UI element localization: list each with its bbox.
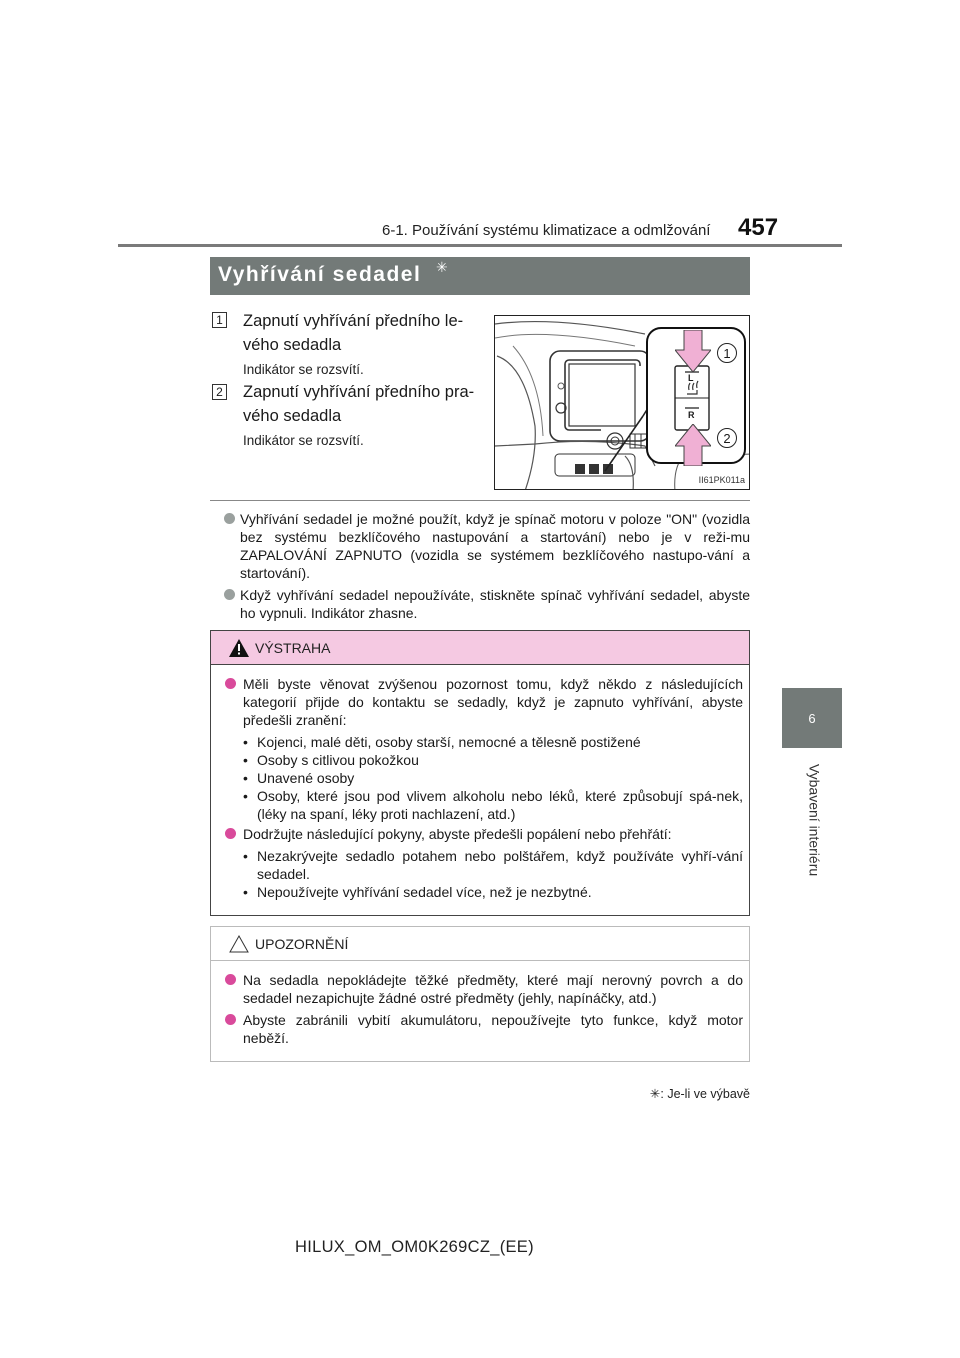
warning-sub-text: Kojenci, malé děti, osoby starší, nemocné a tělesně postižené xyxy=(257,734,641,750)
note-text: Vyhřívání sedadel je možné použít, když je spínač motoru v poloze "ON" (vozidla bez systému bezklíčového nastupování a startování) nebo je v reži-mu ZAPALOVÁNÍ ZAPNUTO (vozidla se systémem bezklíčového nastupo-vání a startování). xyxy=(240,511,750,581)
warning-label: VÝSTRAHA xyxy=(255,640,331,656)
warning-box: VÝSTRAHA Měli byste věnovat zvýšenou pozornost tomu, když někdo z následujících kategorií přijde do kontaktu se sedadly, když je zapnuto vyhřívání, abyste předešli zranění: • Kojenci, malé děti, osoby starší, nemocné a tělesně postižené • Osoby s citlivou pokožkou • Unavené osoby • Osoby, které jsou pod vlivem alkoholu nebo léků, které způsobují spá-nek, (léky na spaní, léky proti nachlazení, atd.) Dodržujte následující pokyny, abyste předešli popálení nebo přehřátí: • Nezakrývejte sedadlo potahem nebo polštářem, když používáte vyhří-vání sedadel. • Nepoužívejte vyhřívání sedadel více, než je nezbytné. xyxy=(210,630,750,916)
bullet-icon xyxy=(224,513,235,524)
section-divider xyxy=(210,500,750,501)
bullet-icon xyxy=(225,678,236,689)
chapter-tab[interactable] xyxy=(782,688,842,748)
section-heading-text: Vyhřívání sedadel xyxy=(218,263,422,286)
bullet-icon xyxy=(225,974,236,985)
header-rule xyxy=(118,244,842,247)
notice-label: UPOZORNĚNÍ xyxy=(255,936,349,952)
note-item xyxy=(210,510,750,582)
arrow-up-icon xyxy=(675,424,711,466)
figure-callout-2: 2 xyxy=(717,428,737,448)
warning-triangle-icon xyxy=(229,639,249,657)
seat-heater-figure xyxy=(494,315,750,490)
bullet-icon xyxy=(225,828,236,839)
arrow-down-icon xyxy=(675,330,711,372)
page-number: 457 xyxy=(738,214,779,241)
warning-sub-text: Osoby, které jsou pod vlivem alkoholu nebo léků, které způsobují spá-nek, (léky na spaní, léky proti nachlazení, atd.) xyxy=(257,788,743,822)
switch-label-left: L xyxy=(688,373,694,383)
warning-sub-text: Osoby s citlivou pokožkou xyxy=(257,752,419,768)
notice-text: Na sedadla nepokládejte těžké předměty, které mají nerovný povrch a do sedadel nezapichujte žádné ostré předměty (jehly, napínáčky, atd.) xyxy=(243,972,743,1006)
warning-header xyxy=(211,631,749,665)
item-title-2: Zapnutí vyhřívání předního pra- vého sedadla xyxy=(243,383,475,425)
warning-sub-text: Nepoužívejte vyhřívání sedadel více, než je nezbytné. xyxy=(257,884,592,900)
figure-code: II61PK011a xyxy=(698,475,745,485)
notice-text: Abyste zabránili vybití akumulátoru, nepoužívejte tyto funkce, když motor neběží. xyxy=(243,1012,743,1046)
optional-equipment-mark: ✳ xyxy=(436,259,448,275)
warning-text: Měli byste věnovat zvýšenou pozornost tomu, když někdo z následujících kategorií přijde do kontaktu se sedadly, když je zapnuto vyhřívání, abyste předešli zranění: xyxy=(243,676,743,728)
bullet-icon xyxy=(224,589,235,600)
note-item xyxy=(210,586,750,622)
switch-label-right: R xyxy=(688,410,695,420)
chapter-side-label: Vybavení interiéru xyxy=(806,763,823,877)
notice-box xyxy=(210,926,750,1062)
item-title-1: Zapnutí vyhřívání předního le- vého sedadla xyxy=(243,312,464,354)
section-heading xyxy=(210,257,750,295)
warning-text: Dodržujte následující pokyny, abyste předešli popálení nebo přehřátí: xyxy=(243,826,672,842)
caution-triangle-icon xyxy=(229,935,249,953)
footnote xyxy=(590,1086,750,1101)
figure-callout-1: 1 xyxy=(717,343,737,363)
header-title: 6-1. Používání systému klimatizace a odmlžování xyxy=(382,222,711,239)
warning-sub-text: Unavené osoby xyxy=(257,770,355,786)
dashboard-illustration xyxy=(495,316,750,490)
warning-sub-text: Nezakrývejte sedadlo potahem nebo polštářem, když používáte vyhří-vání sedadel. xyxy=(257,848,743,882)
chapter-number: 6 xyxy=(808,710,816,726)
item-subtitle-2: Indikátor se rozsvítí. xyxy=(243,433,364,448)
bullet-icon xyxy=(225,1014,236,1025)
footnote-mark: ✳ xyxy=(649,1087,661,1101)
notice-header xyxy=(211,927,749,961)
item-number-2: 2 xyxy=(212,384,227,400)
document-code: HILUX_OM_OM0K269CZ_(EE) xyxy=(295,1238,534,1256)
item-number-1: 1 xyxy=(212,312,227,328)
footnote-text: : Je-li ve výbavě xyxy=(660,1087,750,1101)
note-text: Když vyhřívání sedadel nepoužíváte, stiskněte spínač vyhřívání sedadel, abyste ho vypnuli. Indikátor zhasne. xyxy=(240,587,750,621)
item-subtitle-1: Indikátor se rozsvítí. xyxy=(243,362,364,377)
